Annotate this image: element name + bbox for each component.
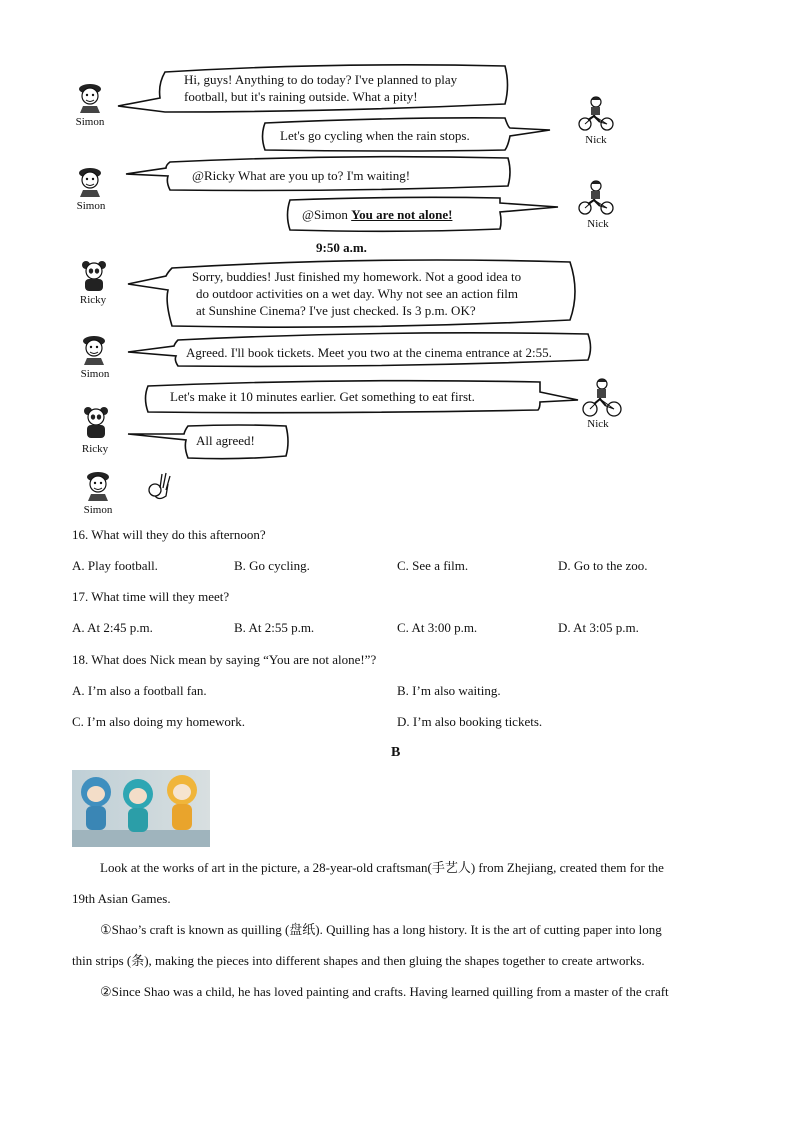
paragraph-2-line-2: thin strips (条), making the pieces into different shapes and then gluing the shapes together to create artworks.	[72, 953, 645, 968]
question-17: 17. What time will they meet?	[72, 589, 230, 604]
section-b-heading: B	[391, 745, 401, 760]
message-3: @Ricky What are you up to? I'm waiting!	[192, 168, 411, 183]
paragraph-3-line-1: ②Since Shao was a child, he has loved painting and crafts. Having learned quilling from a master of the craft	[100, 984, 669, 999]
message-5-line-2: do outdoor activities on a wet day. Why not see an action film	[196, 286, 519, 301]
q16-option-c[interactable]: C. See a film.	[397, 558, 469, 573]
ricky-label: Ricky	[81, 443, 109, 455]
message-8: All agreed!	[196, 433, 255, 448]
ricky-label: Ricky	[79, 294, 107, 306]
q16-option-a[interactable]: A. Play football.	[72, 558, 158, 573]
nick-label: Nick	[587, 418, 609, 430]
paragraph-1-line-2: 19th Asian Games.	[72, 891, 171, 906]
simon-label: Simon	[75, 116, 105, 128]
paragraph-2-line-1: ①Shao’s craft is known as quilling (盘纸). Quilling has a long history. It is the art of cutting paper into long	[100, 922, 662, 937]
simon-avatar-icon	[80, 334, 110, 366]
nick-label: Nick	[587, 218, 609, 230]
q16-option-d[interactable]: D. Go to the zoo.	[558, 558, 648, 573]
chat-timestamp: 9:50 a.m.	[316, 240, 367, 255]
q17-option-c[interactable]: C. At 3:00 p.m.	[397, 620, 478, 635]
nick-label: Nick	[585, 134, 607, 146]
q18-option-c[interactable]: C. I’m also doing my homework.	[72, 714, 245, 729]
paragraph-1-line-1: Look at the works of art in the picture, a 28-year-old craftsman(手艺人) from Zhejiang, created them for the	[100, 860, 664, 875]
simon-label: Simon	[83, 504, 113, 516]
nick-cyclist-icon	[582, 378, 622, 418]
question-16: 16. What will they do this afternoon?	[72, 527, 266, 542]
q18-option-b[interactable]: B. I’m also waiting.	[397, 683, 501, 698]
message-7: Let's make it 10 minutes earlier. Get something to eat first.	[170, 389, 475, 404]
question-18: 18. What does Nick mean by saying “You are not alone!”?	[72, 652, 377, 667]
message-1-line-2: football, but it's raining outside. What a pity!	[184, 89, 418, 104]
message-1-line-1: Hi, guys! Anything to do today? I've planned to play	[184, 72, 458, 87]
ricky-avatar-icon	[82, 406, 112, 440]
q16-option-b[interactable]: B. Go cycling.	[234, 558, 310, 573]
nick-cyclist-icon	[578, 180, 614, 216]
simon-label: Simon	[76, 200, 106, 212]
q17-option-a[interactable]: A. At 2:45 p.m.	[72, 620, 153, 635]
asian-games-mascots-image	[72, 770, 210, 847]
q17-option-b[interactable]: B. At 2:55 p.m.	[234, 620, 315, 635]
q18-option-a[interactable]: A. I’m also a football fan.	[72, 683, 207, 698]
message-4-mention: @Simon	[302, 207, 352, 222]
simon-avatar-icon	[84, 470, 114, 502]
q18-option-d[interactable]: D. I’m also booking tickets.	[397, 714, 543, 729]
message-2: Let's go cycling when the rain stops.	[280, 128, 470, 143]
ricky-avatar-icon	[80, 260, 110, 292]
message-5-line-3: at Sunshine Cinema? I've just checked. Is 3 p.m. OK?	[196, 303, 476, 318]
ok-hand-icon	[146, 470, 172, 502]
simon-label: Simon	[80, 368, 110, 380]
simon-avatar-icon	[76, 82, 106, 114]
q17-option-d[interactable]: D. At 3:05 p.m.	[558, 620, 639, 635]
message-4-emphasis: You are not alone!	[351, 207, 453, 222]
message-4	[302, 206, 452, 223]
message-5-line-1: Sorry, buddies! Just finished my homework. Not a good idea to	[192, 269, 522, 284]
nick-cyclist-icon	[578, 96, 614, 132]
simon-avatar-icon	[76, 166, 106, 198]
message-6: Agreed. I'll book tickets. Meet you two at the cinema entrance at 2:55.	[186, 345, 552, 360]
